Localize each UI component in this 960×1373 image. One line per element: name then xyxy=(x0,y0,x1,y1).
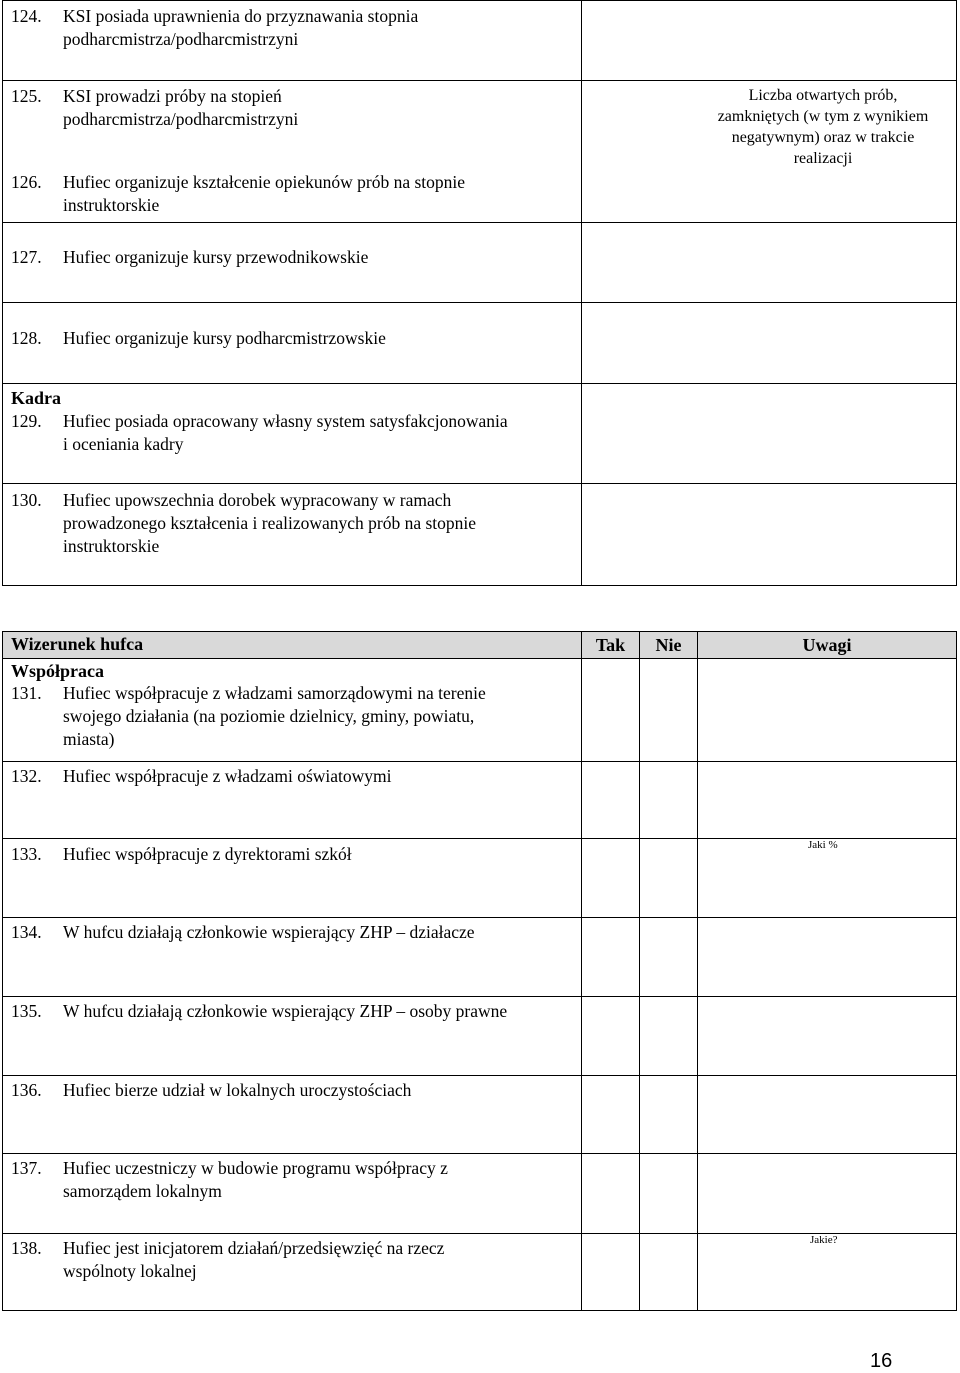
row-number: 126. xyxy=(11,172,42,192)
row-text-line: prowadzonego kształcenia i realizowanych prób na stopnie xyxy=(63,513,477,533)
row-text-line: KSI prowadzi próby na stopień xyxy=(63,86,282,106)
row-text-line: W hufcu działają członkowie wspierający ZHP – działacze xyxy=(63,922,475,942)
nie-cell xyxy=(640,1154,698,1233)
row-text-line: instruktorskie xyxy=(63,195,160,215)
nie-cell xyxy=(640,659,698,761)
row-text-line: podharcmistrza/podharcmistrzyni xyxy=(63,29,299,49)
row-number: 134. xyxy=(11,922,42,942)
row-text-line: samorządem lokalnym xyxy=(63,1181,222,1201)
row-number: 128. xyxy=(11,328,42,348)
section-wspolpraca: Współpraca xyxy=(11,661,105,681)
row-number: 129. xyxy=(11,411,42,431)
tak-cell xyxy=(582,1154,640,1233)
header-title: Wizerunek hufca xyxy=(11,634,144,654)
row-text-line: Hufiec współpracuje z dyrektorami szkół xyxy=(63,844,352,864)
table-row xyxy=(3,838,956,917)
liczba-prob-note: Liczba otwartych prób, zamkniętych (w tym z wynikiem negatywnym) oraz w trakcie realizacji xyxy=(717,87,929,167)
table-proby xyxy=(2,0,957,586)
row-number: 135. xyxy=(11,1001,42,1021)
row-text-line: i oceniania kadry xyxy=(63,434,184,454)
row-text-line: Hufiec jest inicjatorem działań/przedsięwzięć na rzecz xyxy=(63,1238,445,1258)
row-text-line: Hufiec posiada opracowany własny system satysfakcjonowania xyxy=(63,411,508,431)
row-text-line: Hufiec współpracuje z władzami samorządowymi na terenie xyxy=(63,683,486,703)
nie-cell xyxy=(640,1076,698,1153)
header-nie: Nie xyxy=(640,632,698,658)
page-number: 16 xyxy=(870,1350,893,1372)
tak-cell xyxy=(582,1076,640,1153)
row-text-line: swojego działania (na poziomie dzielnicy, gminy, powiatu, xyxy=(63,706,475,726)
row-text-line: KSI posiada uprawnienia do przyznawania stopnia xyxy=(63,6,419,26)
table-row xyxy=(3,658,956,761)
row-text-line: miasta) xyxy=(63,729,115,749)
row-text-line: W hufcu działają członkowie wspierający ZHP – osoby prawne xyxy=(63,1001,508,1021)
table-row xyxy=(3,222,956,302)
table-row xyxy=(3,1075,956,1153)
table-header xyxy=(3,632,956,658)
table-row xyxy=(3,996,956,1075)
row-text-line: instruktorskie xyxy=(63,536,160,556)
table-row xyxy=(3,1233,956,1310)
row-number: 130. xyxy=(11,490,42,510)
nie-cell xyxy=(640,762,698,838)
tak-cell xyxy=(582,839,640,917)
table-row xyxy=(3,761,956,838)
row-number: 136. xyxy=(11,1080,42,1100)
row-number: 125. xyxy=(11,86,42,106)
row-text-line: Hufiec organizuje kursy przewodnikowskie xyxy=(63,247,369,267)
row-number: 127. xyxy=(11,247,42,267)
header-uwagi: Uwagi xyxy=(802,634,852,655)
tak-cell xyxy=(582,997,640,1075)
row-text-line: Hufiec upowszechnia dorobek wypracowany w ramach xyxy=(63,490,452,510)
table-row-group xyxy=(3,80,956,222)
row-number: 138. xyxy=(11,1238,42,1258)
row-number: 133. xyxy=(11,844,42,864)
row-number: 132. xyxy=(11,766,42,786)
header-tak: Tak xyxy=(582,632,640,658)
row-text-line: Hufiec organizuje kształcenie opiekunów prób na stopnie xyxy=(63,172,466,192)
row-text-line: podharcmistrza/podharcmistrzyni xyxy=(63,109,299,129)
row-text-line: wspólnoty lokalnej xyxy=(63,1261,197,1281)
row-number: 124. xyxy=(11,6,42,26)
tak-cell xyxy=(582,918,640,996)
section-kadra: Kadra xyxy=(11,388,62,408)
tak-cell xyxy=(582,659,640,761)
table-row xyxy=(3,383,956,483)
table-row xyxy=(3,917,956,996)
row-text-line: Hufiec uczestniczy w budowie programu współpracy z xyxy=(63,1158,448,1178)
row-text-line: Hufiec bierze udział w lokalnych uroczystościach xyxy=(63,1080,412,1100)
table-row xyxy=(3,483,956,585)
nie-cell xyxy=(640,997,698,1075)
row-text-line: Hufiec organizuje kursy podharcmistrzowskie xyxy=(63,328,386,348)
uwagi-note: Jakie? xyxy=(810,1234,838,1246)
table-row xyxy=(3,1,956,80)
nie-cell xyxy=(640,918,698,996)
row-number: 131. xyxy=(11,683,42,703)
tak-cell xyxy=(582,1234,640,1310)
table-row xyxy=(3,302,956,383)
row-number: 137. xyxy=(11,1158,42,1178)
uwagi-note: Jaki % xyxy=(808,839,838,851)
nie-cell xyxy=(640,839,698,917)
table-wizerunek xyxy=(2,631,957,1311)
nie-cell xyxy=(640,1234,698,1310)
tak-cell xyxy=(582,762,640,838)
row-text-line: Hufiec współpracuje z władzami oświatowymi xyxy=(63,766,392,786)
table-row xyxy=(3,1153,956,1233)
